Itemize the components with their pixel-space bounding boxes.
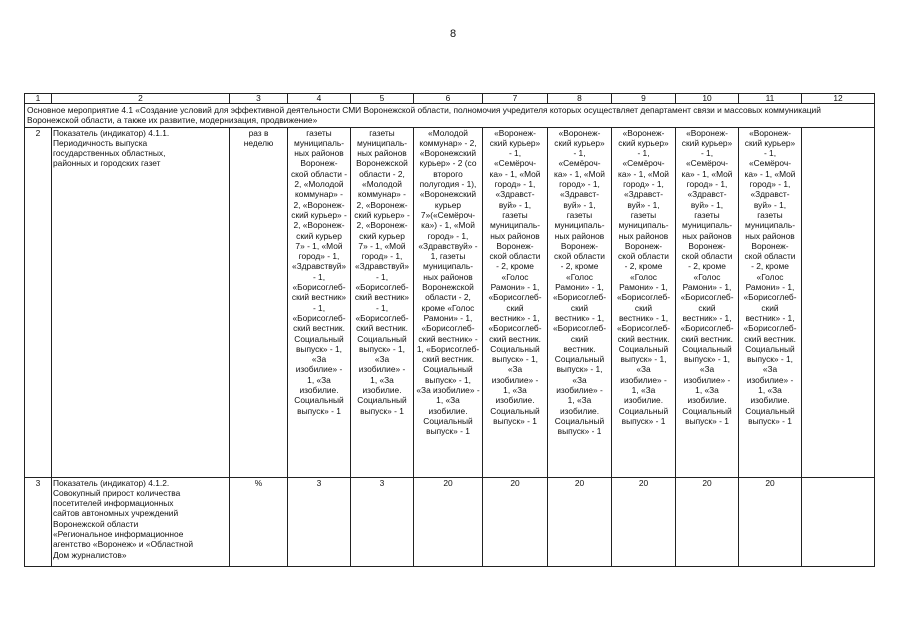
value-cell [802, 477, 875, 566]
column-header: 6 [414, 94, 483, 104]
indicator-name: Показатель (индикатор) 4.1.1. Периодичность выпуска государственных областных, районных и городских газет [52, 127, 230, 477]
value-cell: 3 [288, 477, 351, 566]
column-header: 12 [802, 94, 875, 104]
value-cell: «Воронеж- ский курьер» - 1, «Семёроч- ка» - 1, «Мой город» - 1, «Здравст- вуй» - 1, газеты муниципаль- ных районов Воронеж- ской области - 2, кроме «Голос Рамони» - 1, «Борисоглеб- ский вестник» - 1, «Борисоглеб- ский вестник. Социальный выпуск» - 1, «За изобилие» - 1, «За изобилие. Социальный выпуск» - 1 [612, 127, 676, 477]
event-title: Основное мероприятие 4.1 «Создание условий для эффективной деятельности СМИ Воронежской области, полномочия учредителя которых осуществляет департамент связи и массовых коммуникаций Воронежской области, а также их развитие, модернизация, продвижение» [25, 104, 875, 128]
value-cell: 20 [483, 477, 548, 566]
column-header: 1 [25, 94, 52, 104]
table-row [25, 477, 875, 566]
unit-cell: раз в неделю [230, 127, 288, 477]
column-header: 8 [548, 94, 612, 104]
value-cell: 20 [739, 477, 802, 566]
value-cell: 20 [676, 477, 739, 566]
column-header: 2 [52, 94, 230, 104]
indicator-name: Показатель (индикатор) 4.1.2. Совокупный прирост количества посетителей информационных сайтов автономных учреждений Воронежской области «Региональное информационное агентство «Воронеж» и «Областной Дом журналистов» [52, 477, 230, 566]
column-header: 10 [676, 94, 739, 104]
value-cell [802, 127, 875, 477]
indicators-table [24, 93, 875, 567]
column-header: 11 [739, 94, 802, 104]
row-number: 3 [25, 477, 52, 566]
value-cell: газеты муниципаль- ных районов Воронеж- ской области - 2, «Молодой коммунар» - 2, «Воронеж- ский курьер» - 2, «Воронеж- ский курьер 7» - 1, «Мой город» - 1, «Здравствуй» - 1, «Борисоглеб- ский вестник» - 1, «Борисоглеб- ский вестник. Социальный выпуск» - 1, «За изобилие» - 1, «За изобилие. Социальный выпуск» - 1 [288, 127, 351, 477]
value-cell: 20 [612, 477, 676, 566]
column-header: 7 [483, 94, 548, 104]
value-cell: «Воронеж- ский курьер» - 1, «Семёроч- ка» - 1, «Мой город» - 1, «Здравст- вуй» - 1, газеты муниципаль- ных районов Воронеж- ской области - 2, кроме «Голос Рамони» - 1, «Борисоглеб- ский вестник» - 1, «Борисоглеб- ский вестник. Социальный выпуск» - 1, «За изобилие» - 1, «За изобилие. Социальный выпуск» - 1 [739, 127, 802, 477]
value-cell: 3 [351, 477, 414, 566]
table-row [25, 127, 875, 477]
event-row [25, 104, 875, 128]
column-header: 3 [230, 94, 288, 104]
value-cell: 20 [548, 477, 612, 566]
value-cell: «Воронеж- ский курьер» - 1, «Семёроч- ка» - 1, «Мой город» - 1, «Здравст- вуй» - 1, газеты муниципаль- ных районов Воронеж- ской области - 2, кроме «Голос Рамони» - 1, «Борисоглеб- ский вестник» - 1, «Борисоглеб- ский вестник. Социальный выпуск» - 1, «За изобилие» - 1, «За изобилие. Социальный выпуск» - 1 [548, 127, 612, 477]
column-number-row [25, 94, 875, 104]
value-cell: «Воронеж- ский курьер» - 1, «Семёроч- ка» - 1, «Мой город» - 1, «Здравст- вуй» - 1, газеты муниципаль- ных районов Воронеж- ской области - 2, кроме «Голос Рамони» - 1, «Борисоглеб- ский вестник» - 1, «Борисоглеб- ский вестник. Социальный выпуск» - 1, «За изобилие» - 1, «За изобилие. Социальный выпуск» - 1 [676, 127, 739, 477]
unit-cell: % [230, 477, 288, 566]
value-cell: «Воронеж- ский курьер» - 1, «Семёроч- ка» - 1, «Мой город» - 1, «Здравст- вуй» - 1, газеты муниципаль- ных районов Воронеж- ской области - 2, кроме «Голос Рамони» - 1, «Борисоглеб- ский вестник» - 1, «Борисоглеб- ский вестник. Социальный выпуск» - 1, «За изобилие» - 1, «За изобилие. Социальный выпуск» - 1 [483, 127, 548, 477]
value-cell: «Молодой коммунар» - 2, «Воронежский курьер» - 2 (со второго полугодия - 1), «Воронежский курьер 7»(«Семёроч- ка») - 1, «Мой город» - 1, «Здравствуй» - 1, газеты муниципаль- ных районов Воронежской области - 2, кроме «Голос Рамони» - 1, «Борисоглеб- ский вестник» - 1, «Борисоглеб- ский вестник. Социальный выпуск» - 1, «За изобилие» - 1, «За изобилие. Социальный выпуск» - 1 [414, 127, 483, 477]
column-header: 9 [612, 94, 676, 104]
row-number: 2 [25, 127, 52, 477]
page-number: 8 [450, 28, 457, 40]
column-header: 4 [288, 94, 351, 104]
column-header: 5 [351, 94, 414, 104]
value-cell: газеты муниципаль- ных районов Воронежской области - 2, «Молодой коммунар» - 2, «Воронеж- ский курьер» - 2, «Воронеж- ский курьер 7» - 1, «Мой город» - 1, «Здравствуй» - 1, «Борисоглеб- ский вестник» - 1, «Борисоглеб- ский вестник. Социальный выпуск» - 1, «За изобилие» - 1, «За изобилие. Социальный выпуск» - 1 [351, 127, 414, 477]
value-cell: 20 [414, 477, 483, 566]
